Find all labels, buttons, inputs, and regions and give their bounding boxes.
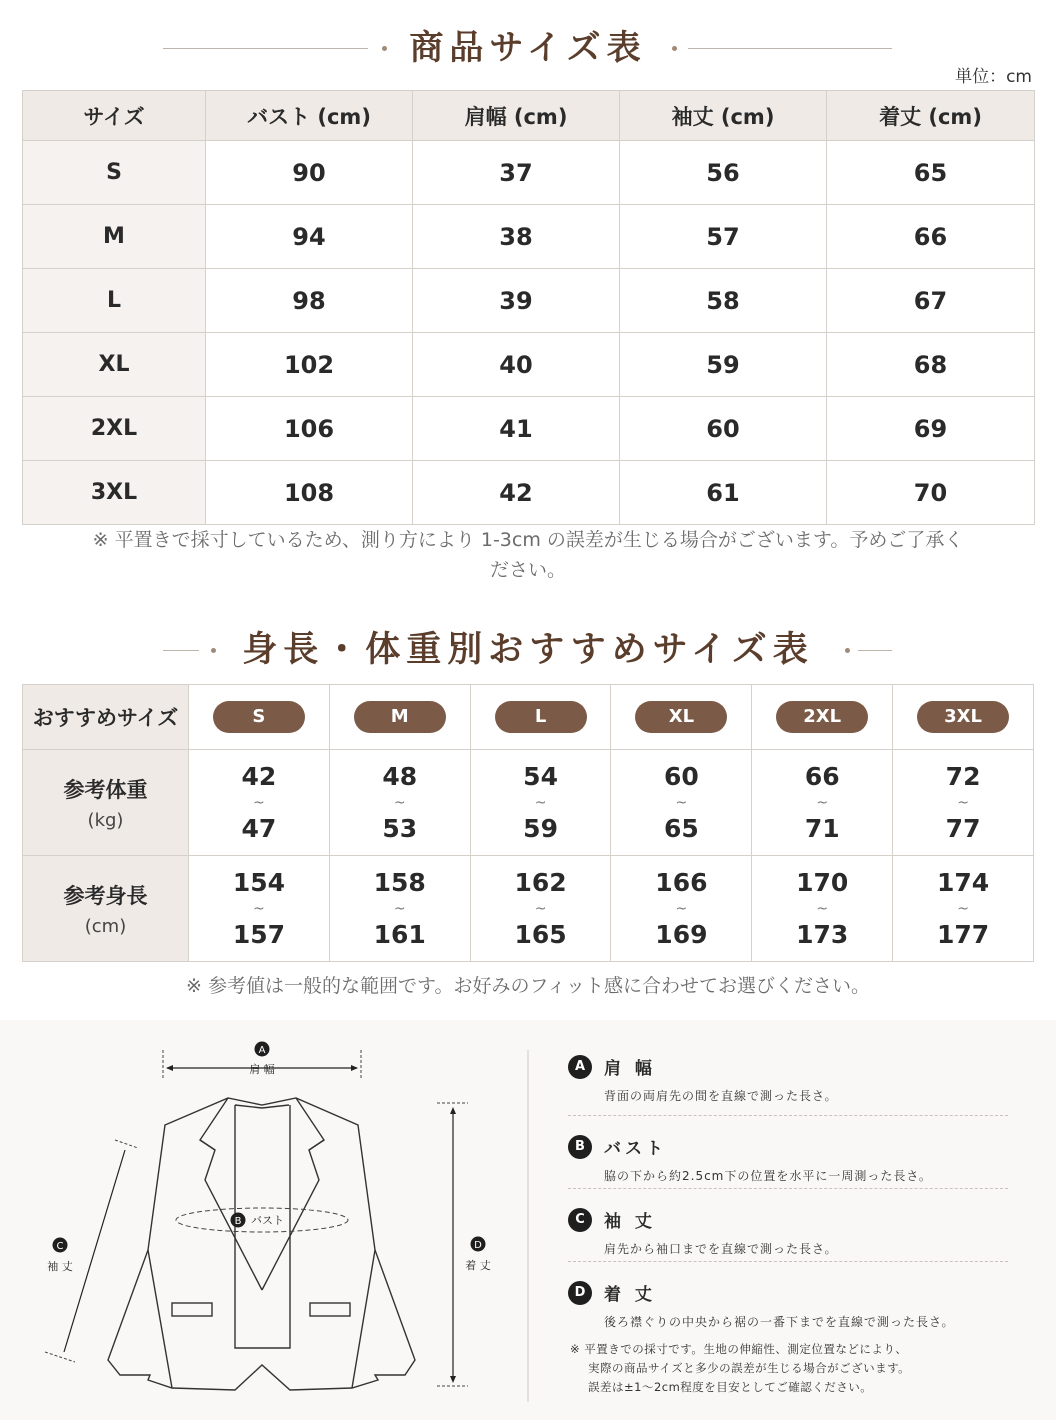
weight-max: 47 — [241, 813, 277, 843]
d-diagram-label: 着 丈 — [465, 1259, 491, 1272]
weight-min: 54 — [523, 761, 558, 791]
height-max: 165 — [514, 919, 567, 949]
height-row — [23, 856, 1034, 962]
range-tilde: ~ — [957, 900, 969, 917]
range-tilde: ~ — [675, 794, 688, 811]
cell-size: S — [23, 141, 206, 205]
range-tilde: ~ — [253, 900, 265, 917]
legend-badge: B — [568, 1135, 592, 1159]
weight-min: 72 — [945, 761, 981, 791]
height-max: 173 — [796, 919, 849, 949]
b-diagram-label: バスト — [251, 1214, 284, 1227]
range-tilde: ~ — [393, 794, 406, 811]
cell-shoulder: 42 — [413, 461, 620, 525]
b-badge: B — [234, 1216, 242, 1227]
cell-bust: 106 — [206, 397, 413, 461]
range-tilde: ~ — [816, 900, 829, 917]
range-tilde: ~ — [534, 900, 547, 917]
weight-unit: (kg) — [87, 810, 124, 831]
weight-label: 参考体重 — [63, 778, 148, 802]
cell-sleeve: 56 — [620, 141, 827, 205]
recommend-size-label: おすすめサイズ — [23, 685, 189, 750]
cell-bust: 102 — [206, 333, 413, 397]
cell-length: 65 — [827, 141, 1035, 205]
size-chart-title-text: 商品サイズ表 — [409, 28, 647, 68]
cell-length: 69 — [827, 397, 1035, 461]
size-pill-xl: XL — [635, 701, 727, 733]
size-table-row — [23, 333, 1035, 397]
cell-size: 3XL — [23, 461, 206, 525]
height-max: 177 — [936, 919, 990, 949]
cell-sleeve: 61 — [620, 461, 827, 525]
weight-range-cell — [611, 750, 752, 856]
legend-head — [568, 1280, 1008, 1305]
height-range-cell — [189, 856, 330, 962]
unit-note: 単位：cm — [955, 67, 1032, 87]
size-note-line-1: ※ 平置きで採寸しているため、測り方により 1-3cm の誤差が生じる場合がございます。予めご了承く — [92, 529, 964, 551]
weight-min: 66 — [804, 761, 840, 791]
jacket-diagram — [0, 1030, 540, 1415]
height-min: 170 — [796, 867, 849, 897]
range-tilde: ~ — [534, 794, 547, 811]
recommend-note: ※ 参考値は一般的な範囲です。お好みのフィット感に合わせてお選びください。 — [186, 975, 870, 997]
size-table-row — [23, 269, 1035, 333]
cell-length: 66 — [827, 205, 1035, 269]
size-pill-3xl: 3XL — [917, 701, 1009, 733]
height-label: 参考身長 — [63, 884, 148, 908]
legend-item-d — [568, 1262, 1008, 1332]
weight-range-cell — [893, 750, 1034, 856]
cell-bust: 98 — [206, 269, 413, 333]
cell-length: 70 — [827, 461, 1035, 525]
range-tilde: ~ — [393, 900, 406, 917]
size-table-header — [23, 91, 1035, 141]
legend-head — [568, 1054, 1008, 1079]
header-sleeve: 袖丈 (cm) — [620, 91, 827, 141]
size-pill-l: L — [495, 701, 587, 733]
legend-badge: D — [568, 1281, 592, 1305]
jacket-outline — [108, 1098, 415, 1390]
height-min: 158 — [373, 867, 426, 897]
weight-label-cell — [23, 750, 189, 856]
height-range-cell — [752, 856, 893, 962]
height-label-cell — [23, 856, 189, 962]
legend-badge: C — [568, 1208, 592, 1232]
range-tilde: ~ — [816, 794, 829, 811]
cell-bust: 108 — [206, 461, 413, 525]
height-min: 154 — [232, 867, 285, 897]
size-table — [22, 90, 1035, 525]
height-unit: (cm) — [84, 916, 127, 937]
legend-note-line-3: 誤差は±1～2cm程度を目安としてご確認ください。 — [588, 1380, 873, 1394]
measurement-legend — [568, 1050, 1008, 1332]
weight-row — [23, 750, 1034, 856]
size-table-row — [23, 397, 1035, 461]
height-max: 157 — [232, 919, 285, 949]
weight-range-cell — [189, 750, 330, 856]
range-tilde: ~ — [253, 794, 265, 811]
height-range-cell — [329, 856, 470, 962]
height-min: 162 — [514, 867, 567, 897]
size-pill-m: M — [354, 701, 446, 733]
legend-desc: 脇の下から約2.5cm下の位置を水平に一周測った長さ。 — [604, 1169, 932, 1183]
size-table-row — [23, 205, 1035, 269]
recommend-size-cell — [752, 685, 893, 750]
height-range-cell — [893, 856, 1034, 962]
header-length: 着丈 (cm) — [827, 91, 1035, 141]
cell-size: M — [23, 205, 206, 269]
size-table-row — [23, 461, 1035, 525]
weight-range-cell — [752, 750, 893, 856]
cell-sleeve: 57 — [620, 205, 827, 269]
cell-size: XL — [23, 333, 206, 397]
legend-note-line-2: 実際の商品サイズと多少の誤差が生じる場合がございます。 — [588, 1361, 911, 1375]
weight-max: 59 — [523, 813, 558, 843]
recommend-size-cell — [470, 685, 611, 750]
cell-sleeve: 60 — [620, 397, 827, 461]
weight-min: 60 — [664, 761, 699, 791]
legend-head — [568, 1207, 1008, 1232]
header-shoulder: 肩幅 (cm) — [413, 91, 620, 141]
cell-shoulder: 38 — [413, 205, 620, 269]
cell-bust: 94 — [206, 205, 413, 269]
legend-title: 肩 幅 — [604, 1059, 656, 1079]
weight-range-cell — [329, 750, 470, 856]
a-diagram-label: 肩 幅 — [249, 1063, 275, 1076]
height-range-cell — [611, 856, 752, 962]
legend-desc: 背面の両肩先の間を直線で測った長さ。 — [604, 1089, 838, 1103]
cell-shoulder: 37 — [413, 141, 620, 205]
weight-range-cell — [470, 750, 611, 856]
recommend-size-row — [23, 685, 1034, 750]
recommend-title-text: 身長・体重別おすすめサイズ表 — [242, 629, 814, 670]
legend-item-c — [568, 1189, 1008, 1262]
legend-note-line-1: ※ 平置きでの採寸です。生地の伸縮性、測定位置などにより、 — [570, 1342, 908, 1356]
legend-title: バスト — [604, 1139, 667, 1159]
legend-badge: A — [568, 1055, 592, 1079]
size-chart-title — [0, 26, 1056, 70]
cell-length: 67 — [827, 269, 1035, 333]
recommend-size-cell — [329, 685, 470, 750]
size-pill-s: S — [213, 701, 305, 733]
d-badge: D — [474, 1240, 482, 1251]
weight-min: 48 — [382, 761, 418, 791]
header-bust: バスト (cm) — [206, 91, 413, 141]
height-min: 174 — [936, 867, 990, 897]
recommend-size-cell — [893, 685, 1034, 750]
range-tilde: ~ — [675, 900, 688, 917]
a-badge: A — [258, 1045, 266, 1056]
cell-size: L — [23, 269, 206, 333]
legend-title: 袖 丈 — [604, 1212, 656, 1232]
height-range-cell — [470, 856, 611, 962]
header-size: サイズ — [23, 91, 206, 141]
weight-max: 77 — [945, 813, 981, 843]
range-tilde: ~ — [957, 794, 969, 811]
legend-head — [568, 1134, 1008, 1159]
recommend-size-cell — [189, 685, 330, 750]
c-badge: C — [56, 1241, 64, 1252]
cell-bust: 90 — [206, 141, 413, 205]
size-note-line-2: ださい。 — [489, 559, 566, 581]
c-diagram-label: 袖 丈 — [47, 1260, 73, 1273]
legend-item-b — [568, 1116, 1008, 1189]
cell-size: 2XL — [23, 397, 206, 461]
legend-note — [570, 1340, 1010, 1397]
legend-desc: 肩先から袖口までを直線で測った長さ。 — [604, 1242, 838, 1256]
recommend-title — [0, 627, 1056, 673]
height-max: 169 — [655, 919, 708, 949]
cell-sleeve: 58 — [620, 269, 827, 333]
cell-shoulder: 39 — [413, 269, 620, 333]
weight-min: 42 — [241, 761, 277, 791]
cell-shoulder: 41 — [413, 397, 620, 461]
size-note — [40, 525, 1016, 585]
cell-length: 68 — [827, 333, 1035, 397]
weight-max: 71 — [804, 813, 840, 843]
legend-desc: 後ろ襟ぐりの中央から裾の一番下までを直線で測った長さ。 — [604, 1315, 955, 1329]
recommend-table — [22, 684, 1034, 962]
height-min: 166 — [655, 867, 708, 897]
cell-shoulder: 40 — [413, 333, 620, 397]
legend-item-a — [568, 1050, 1008, 1116]
size-table-row — [23, 141, 1035, 205]
weight-max: 53 — [382, 813, 418, 843]
size-pill-2xl: 2XL — [776, 701, 868, 733]
legend-title: 着 丈 — [604, 1285, 656, 1305]
cell-sleeve: 59 — [620, 333, 827, 397]
weight-max: 65 — [664, 813, 699, 843]
height-max: 161 — [373, 919, 426, 949]
recommend-size-cell — [611, 685, 752, 750]
